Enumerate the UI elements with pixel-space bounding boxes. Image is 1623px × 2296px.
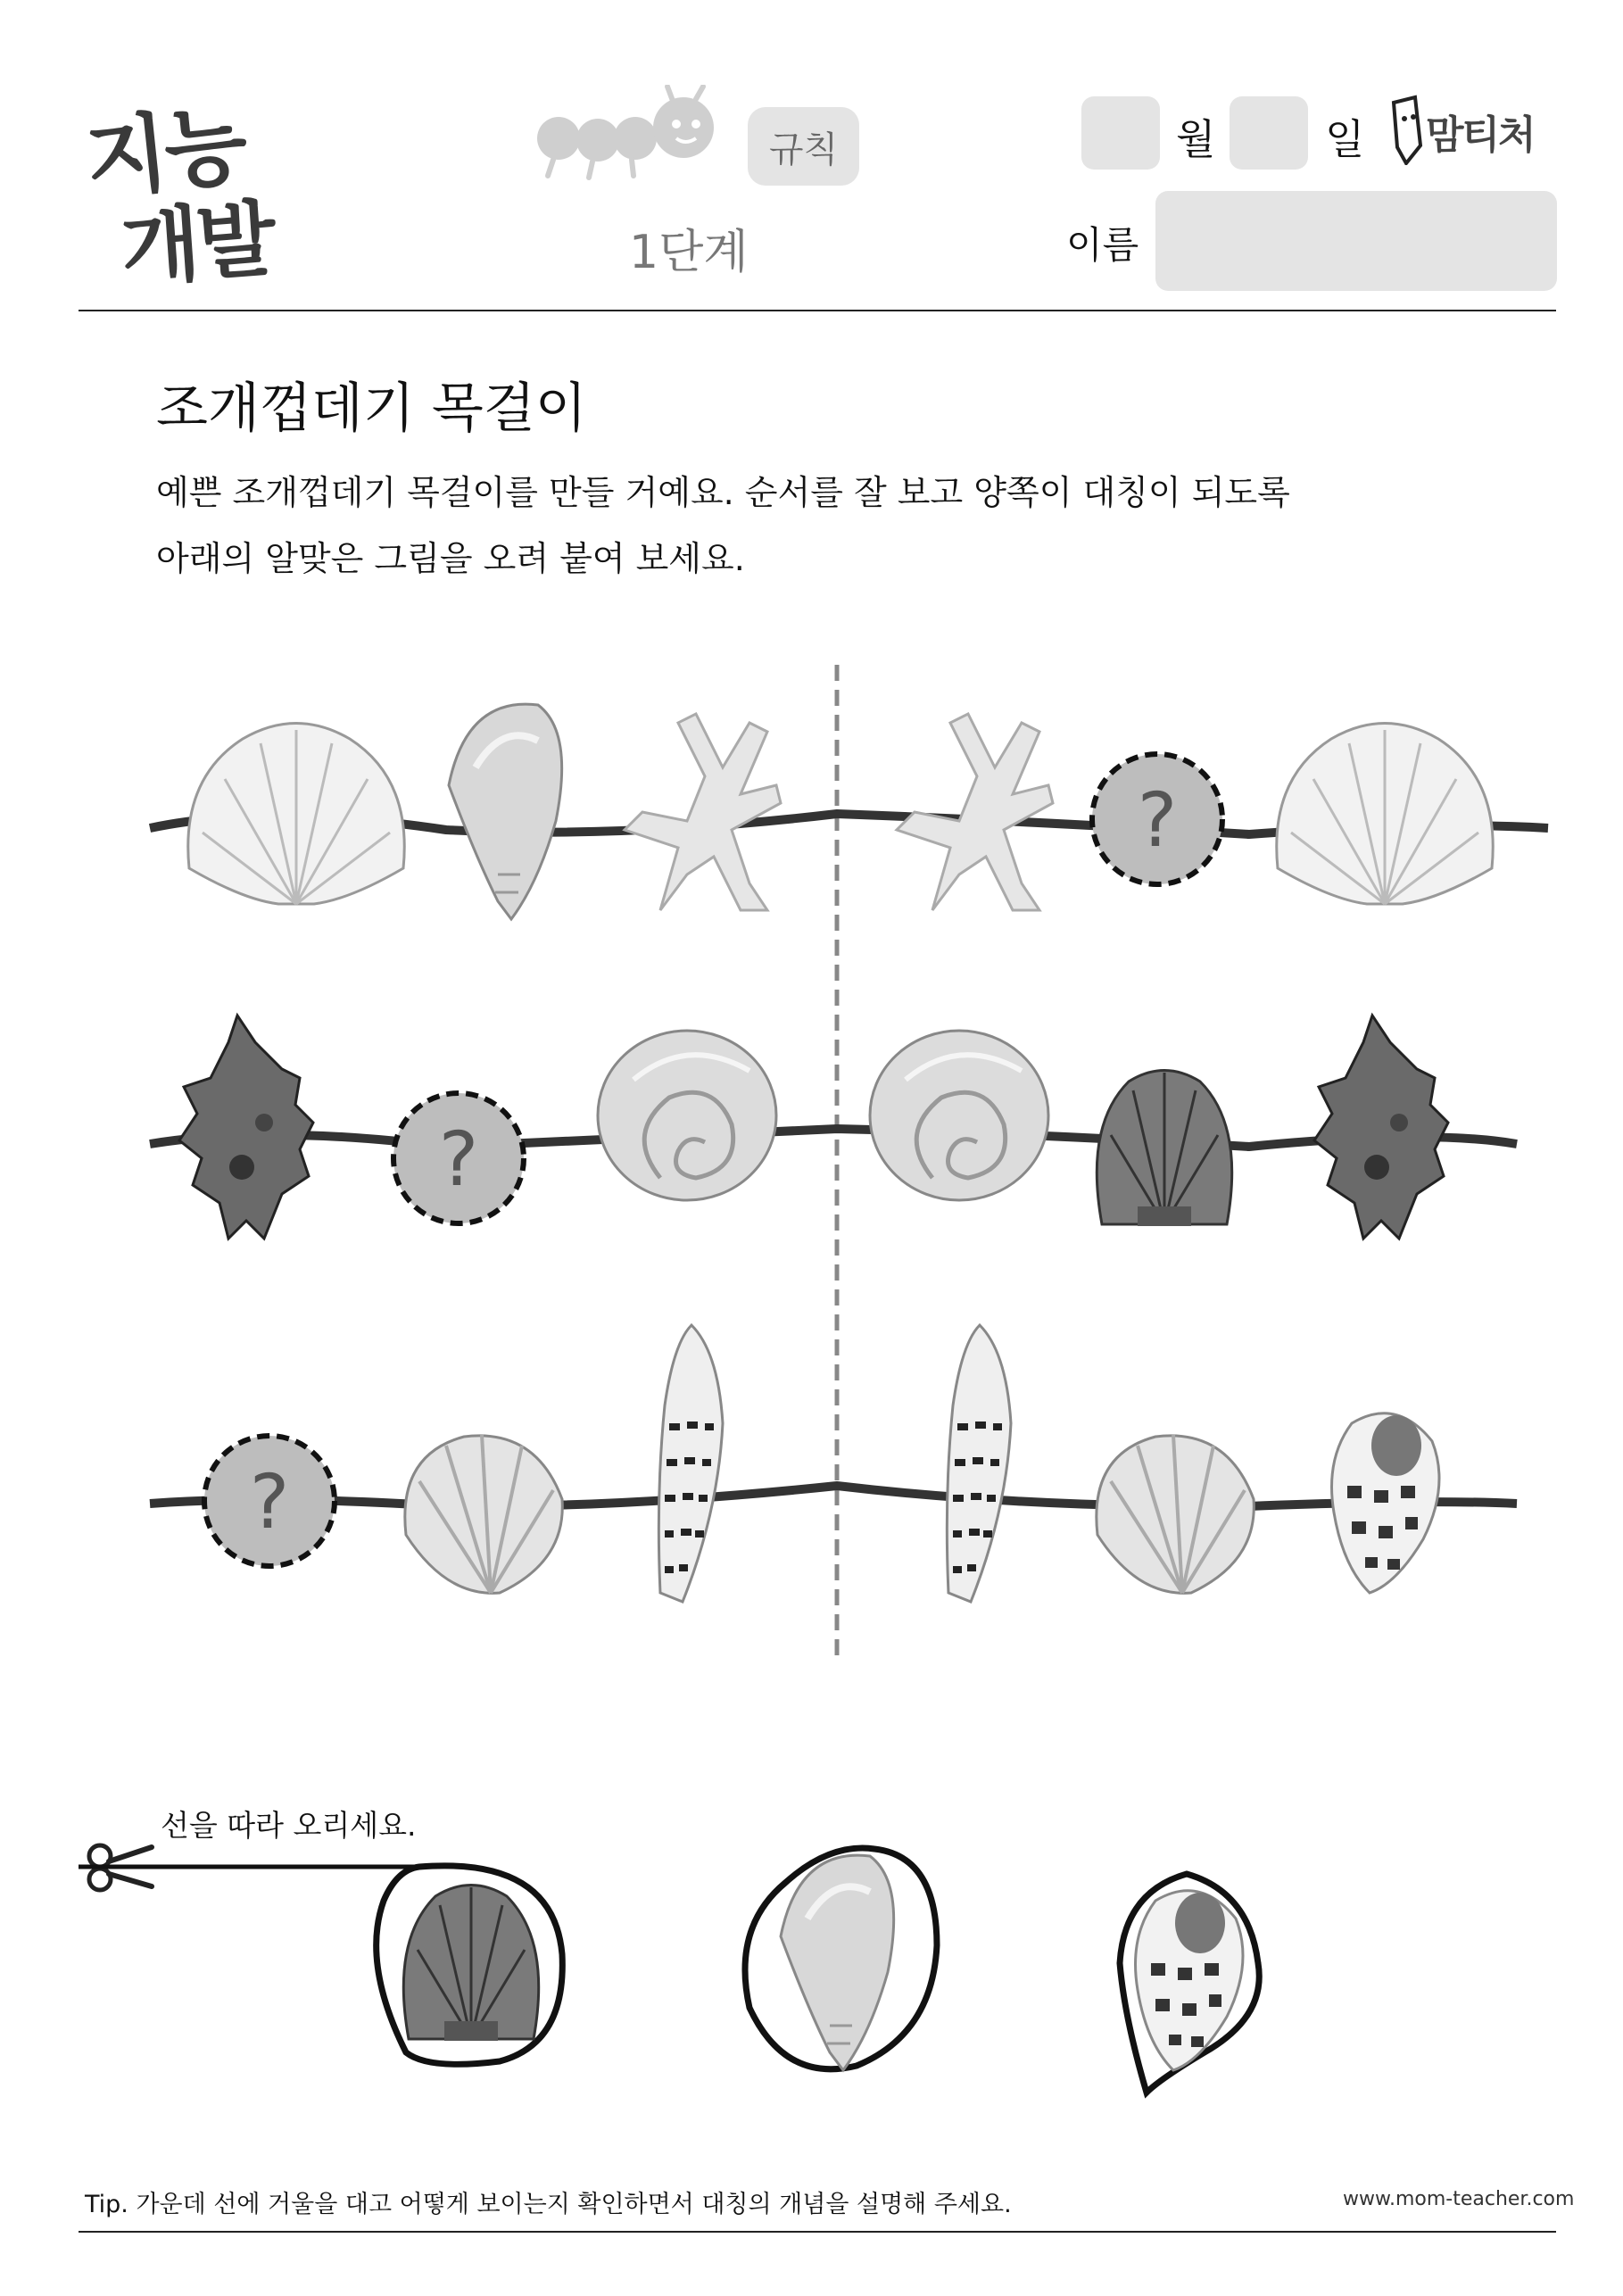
level-label: 1단계 [629,226,749,279]
question-mark-1: ? [1137,776,1178,864]
logo-bottom-text: 개발 [117,191,276,297]
murex-shell-icon [1314,1015,1448,1239]
babylon-shell-icon [1136,1891,1244,2070]
instruction-line-2: 아래의 알맞은 그림을 오려 붙여 보세요. [156,539,745,578]
cutout-area [0,1820,1623,2115]
coral-icon [897,714,1053,910]
cockle-shell-icon [405,1435,562,1593]
cockle-shell-icon [1097,1435,1254,1593]
necklace-string-2 [150,1129,1517,1147]
logo-top-text: 지능 [80,94,249,211]
category-label: 규칙 [768,128,839,170]
necklace-area [0,642,1623,1669]
pencil-mascot-icon [1388,94,1426,165]
category-badge [748,107,859,186]
auger-shell-icon [658,1325,723,1602]
footer-divider [79,2231,1556,2233]
website-link[interactable]: www.mom-teacher.com [1343,2188,1575,2210]
conch-shell-icon [449,704,562,919]
babylon-shell-icon [1332,1413,1440,1593]
ribbed-scallop-shell-icon [1097,1071,1231,1227]
caterpillar-icon [534,85,748,187]
auger-shell-icon [947,1325,1011,1602]
name-field[interactable] [1155,191,1557,291]
murex-shell-icon [179,1015,313,1239]
conch-shell-icon [781,1855,894,2070]
scallop-shell-icon [1277,724,1494,905]
scallop-shell-icon [188,724,405,905]
coral-icon [625,714,781,910]
worksheet-title: 조개껍데기 목걸이 [156,377,587,440]
instruction-line-1: 예쁜 조개껍데기 목걸이를 만들 거예요. 순서를 잘 보고 양쪽이 대칭이 되도록 [156,473,1290,512]
question-mark-2: ? [438,1115,479,1203]
ribbed-scallop-shell-icon [403,1886,538,2042]
month-field[interactable] [1081,96,1160,170]
day-label: 일 [1325,115,1365,163]
header-divider [79,310,1556,311]
tip-text: Tip. 가운데 선에 거울을 대고 어떻게 보이는지 확인하면서 대칭의 개념을 설명해 주세요. [85,2191,1012,2218]
month-label: 월 [1176,115,1216,163]
moon-snail-shell-icon [598,1031,776,1200]
brand-logo: 맘티처 [1426,112,1535,158]
name-label: 이름 [1066,223,1139,267]
day-field[interactable] [1230,96,1308,170]
logo [80,85,335,297]
question-mark-3: ? [249,1458,290,1546]
cut-instruction: 선을 따라 오리세요. [161,1808,417,1843]
moon-snail-shell-icon [870,1031,1048,1200]
necklace-string-3 [150,1486,1517,1506]
